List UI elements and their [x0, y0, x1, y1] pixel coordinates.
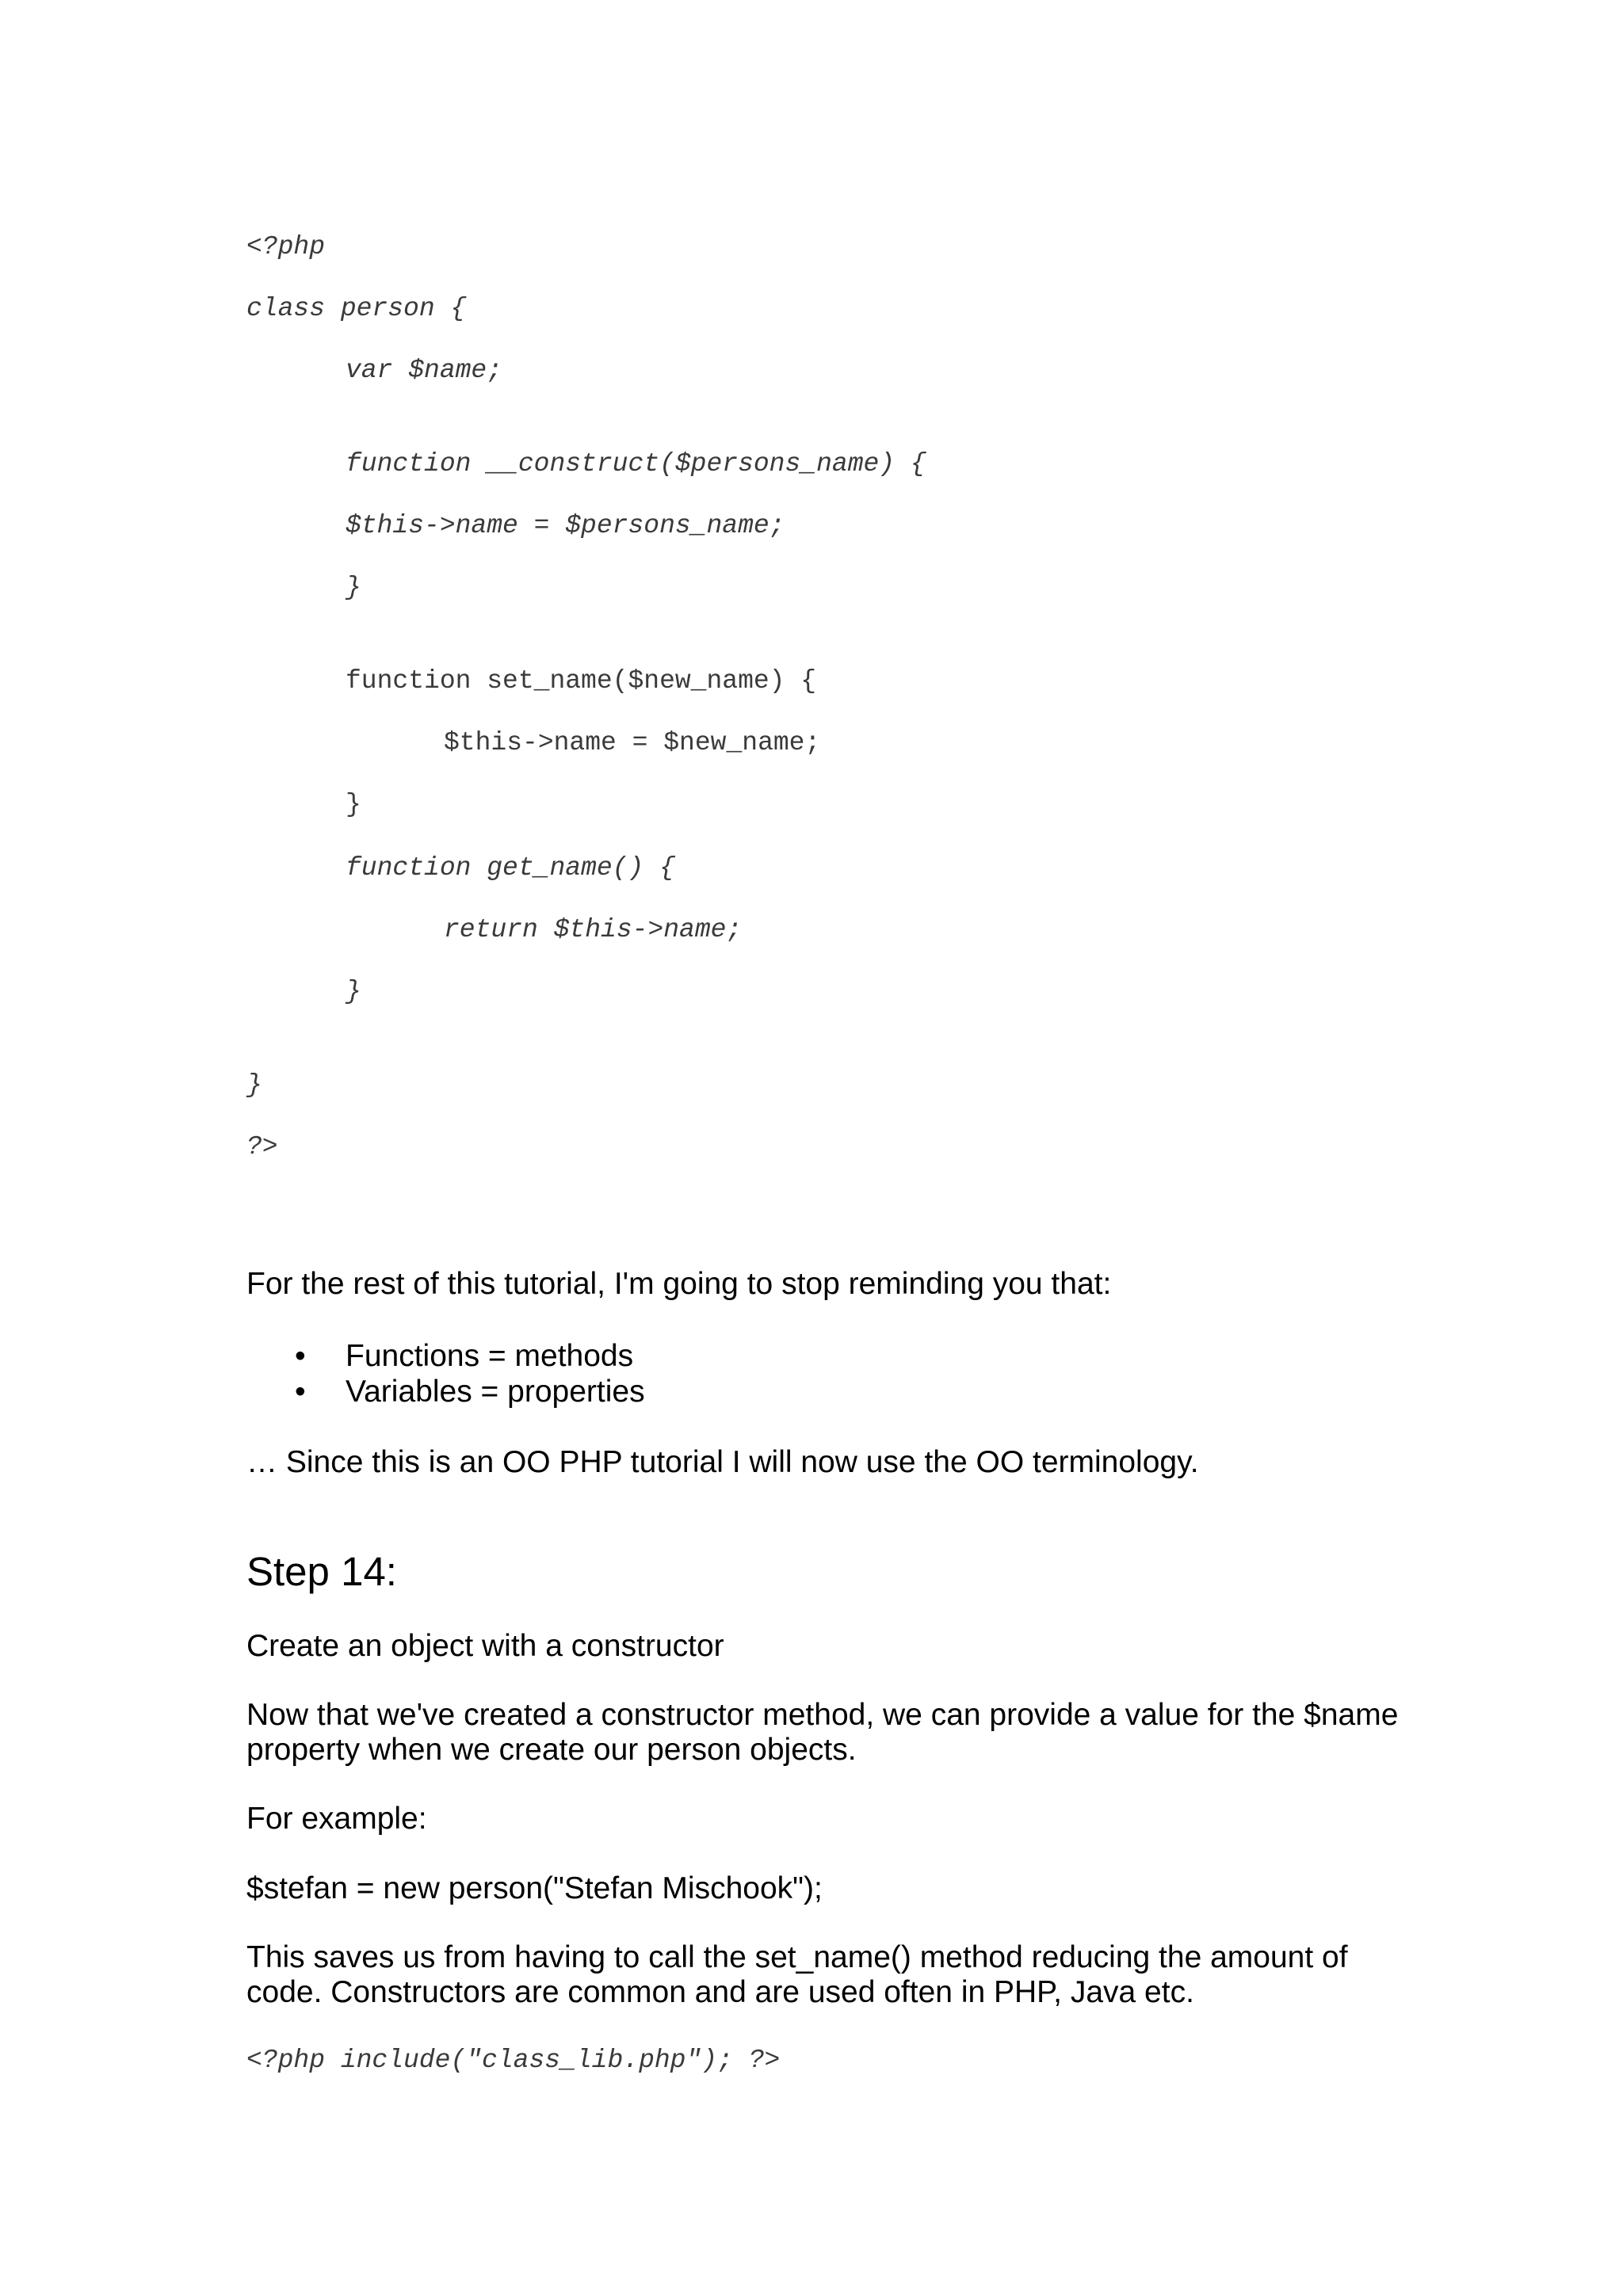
bullet-marker-1: • [295, 1339, 306, 1373]
example-code-line: $stefan = new person("Stefan Mischook"); [246, 1871, 823, 1905]
code-line-construct-close: } [346, 573, 361, 602]
code-line-get-name-close: } [346, 977, 361, 1006]
step-heading: Step 14: [246, 1549, 397, 1594]
paragraph-2-line-1: This saves us from having to call the set_name() method reducing the amount of [246, 1940, 1348, 1974]
code-line-construct-body: $this->name = $persons_name; [346, 511, 785, 540]
paragraph-2-line-2: code. Constructors are common and are used often in PHP, Java etc. [246, 1975, 1194, 2009]
code-line-var-name: var $name; [346, 356, 503, 385]
code-line-php-close: ?> [246, 1132, 278, 1161]
conclusion-paragraph: … Since this is an OO PHP tutorial I will now use the OO terminology. [246, 1445, 1199, 1479]
paragraph-1-line-2: property when we create our person objects. [246, 1733, 857, 1767]
code-line-class-close: } [246, 1070, 262, 1100]
code-line-get-name-body: return $this->name; [444, 915, 743, 944]
code-line-construct: function __construct($persons_name) { [346, 449, 926, 479]
code-line-php-open: <?php [246, 232, 326, 261]
code-line-get-name: function get_name() { [346, 853, 675, 883]
step-subtitle: Create an object with a constructor [246, 1629, 724, 1663]
for-example-label: For example: [246, 1802, 427, 1836]
intro-paragraph: For the rest of this tutorial, I'm going to stop reminding you that: [246, 1267, 1112, 1301]
bullet-item-functions: Functions = methods [346, 1339, 634, 1373]
bullet-marker-2: • [295, 1375, 306, 1409]
code-line-set-name-body: $this->name = $new_name; [444, 728, 821, 757]
code-line-include: <?php include("class_lib.php"); ?> [246, 2046, 781, 2075]
code-line-set-name-close: } [346, 790, 361, 819]
paragraph-1-line-1: Now that we've created a constructor method, we can provide a value for the $name [246, 1698, 1399, 1732]
code-line-set-name: function set_name($new_name) { [346, 666, 817, 696]
bullet-item-variables: Variables = properties [346, 1375, 645, 1409]
code-line-class-decl: class person { [246, 294, 467, 323]
